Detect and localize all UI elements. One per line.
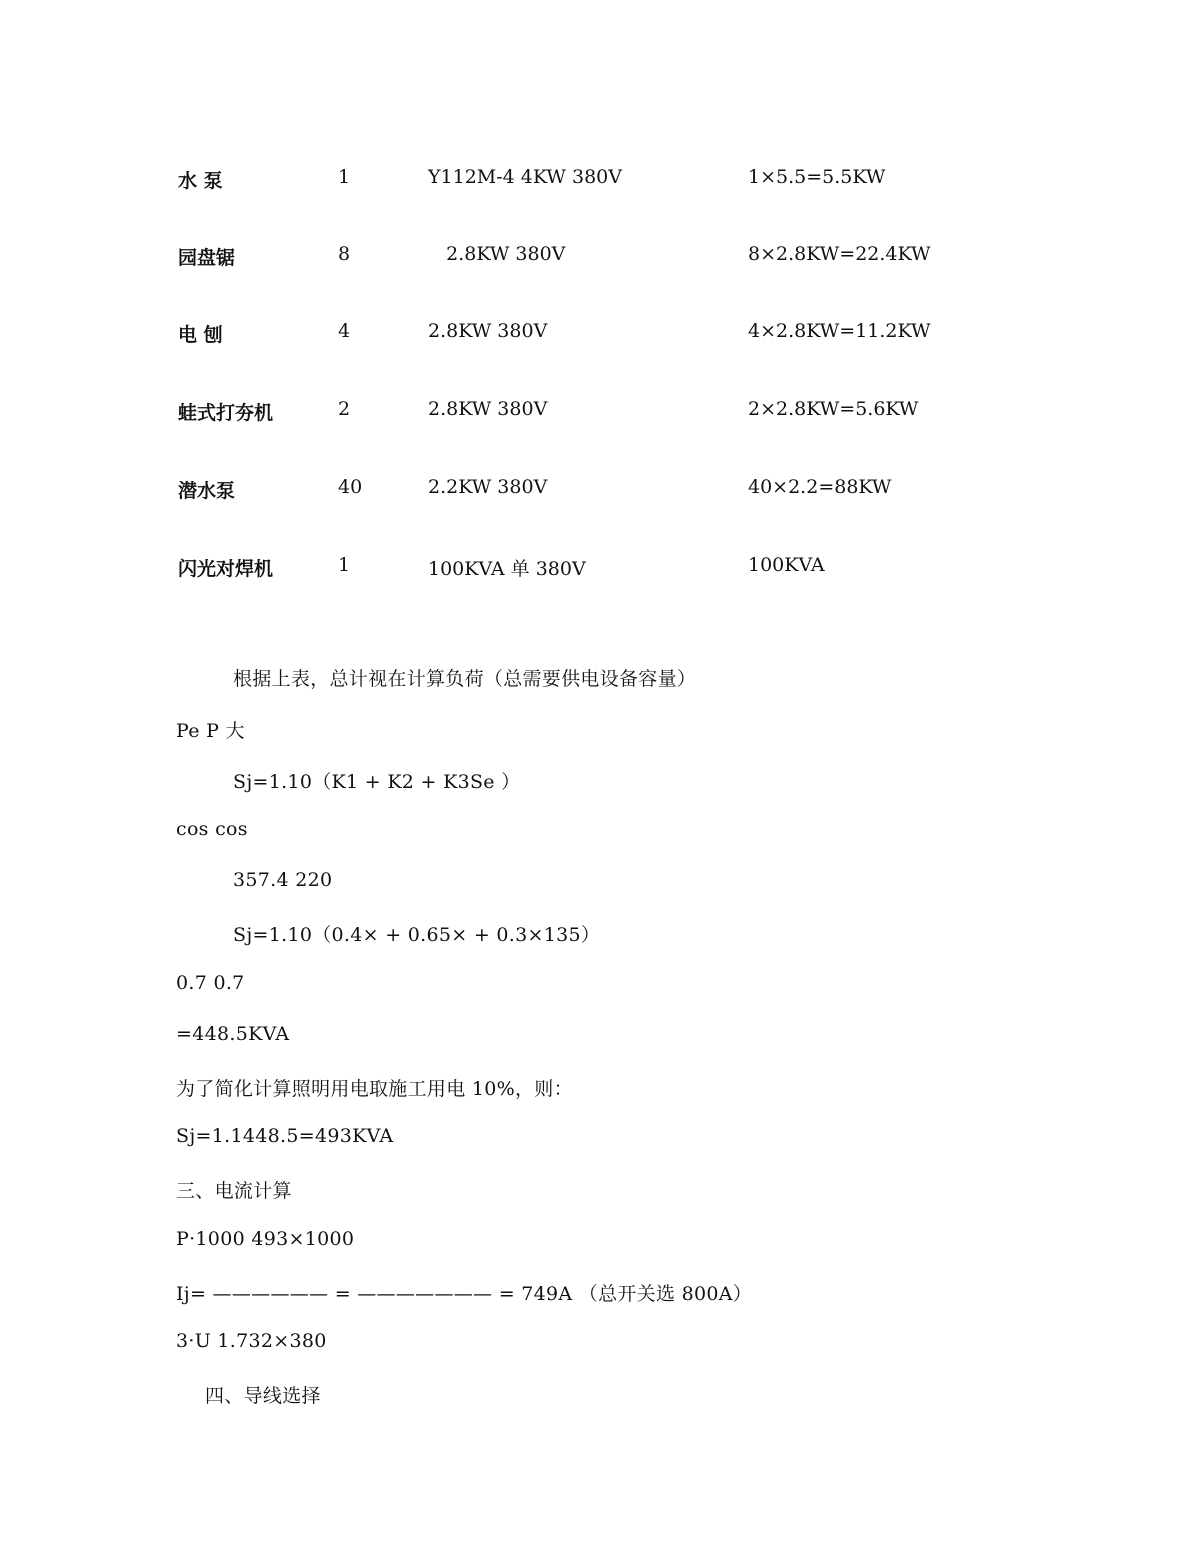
equipment-spec: Y112M-4 4KW 380V	[428, 166, 622, 188]
equipment-qty: 40	[338, 476, 363, 498]
equipment-name: 闪光对焊机	[178, 558, 274, 580]
formula-line: Sj=1.10（0.4× + 0.65× + 0.3×135）	[233, 924, 601, 946]
equipment-spec: 100KVA 单 380V	[428, 558, 586, 580]
formula-line: cos cos	[176, 818, 248, 840]
equipment-qty: 8	[338, 243, 351, 265]
summary-paragraph: 根据上表，总计视在计算负荷（总需要供电设备容量）	[233, 668, 697, 690]
equipment-name: 水 泵	[178, 170, 223, 192]
section-heading: 三、电流计算	[176, 1180, 292, 1202]
formula-line: Sj=1.10（K1 + K2 + K3Se ）	[233, 771, 521, 793]
equipment-spec: 2.8KW 380V	[428, 320, 548, 342]
formula-line: P·1000 493×1000	[176, 1228, 355, 1250]
equipment-total: 1×5.5=5.5KW	[748, 166, 886, 188]
formula-line: 0.7 0.7	[176, 972, 245, 994]
formula-line: Ij= —————— = ——————— = 749A （总开关选 800A）	[176, 1283, 753, 1305]
equipment-name: 蛙式打夯机	[178, 402, 274, 424]
equipment-qty: 1	[338, 166, 351, 188]
table-row	[0, 243, 1200, 273]
equipment-total: 100KVA	[748, 554, 825, 576]
equipment-qty: 4	[338, 320, 351, 342]
formula-result: =448.5KVA	[176, 1023, 290, 1045]
equipment-total: 40×2.2=88KW	[748, 476, 892, 498]
table-row	[0, 554, 1200, 584]
formula-line: 357.4 220	[233, 869, 333, 891]
formula-line: Pe P 大	[176, 720, 245, 742]
equipment-spec: 2.2KW 380V	[428, 476, 548, 498]
equipment-name: 潜水泵	[178, 480, 236, 502]
equipment-total: 2×2.8KW=5.6KW	[748, 398, 919, 420]
table-row	[0, 166, 1200, 196]
table-row	[0, 320, 1200, 350]
equipment-qty: 2	[338, 398, 351, 420]
equipment-total: 4×2.8KW=11.2KW	[748, 320, 931, 342]
formula-result: Sj=1.1448.5=493KVA	[176, 1125, 394, 1147]
equipment-name: 园盘锯	[178, 247, 236, 269]
formula-line: 3·U 1.732×380	[176, 1330, 327, 1352]
table-row	[0, 398, 1200, 428]
equipment-total: 8×2.8KW=22.4KW	[748, 243, 931, 265]
section-heading: 四、导线选择	[205, 1385, 321, 1407]
equipment-spec: 2.8KW 380V	[428, 398, 548, 420]
equipment-qty: 1	[338, 554, 351, 576]
equipment-spec: 2.8KW 380V	[428, 243, 566, 265]
equipment-name: 电 刨	[178, 324, 223, 346]
table-row	[0, 476, 1200, 506]
body-paragraph: 为了简化计算照明用电取施工用电 10%，则：	[176, 1078, 573, 1100]
